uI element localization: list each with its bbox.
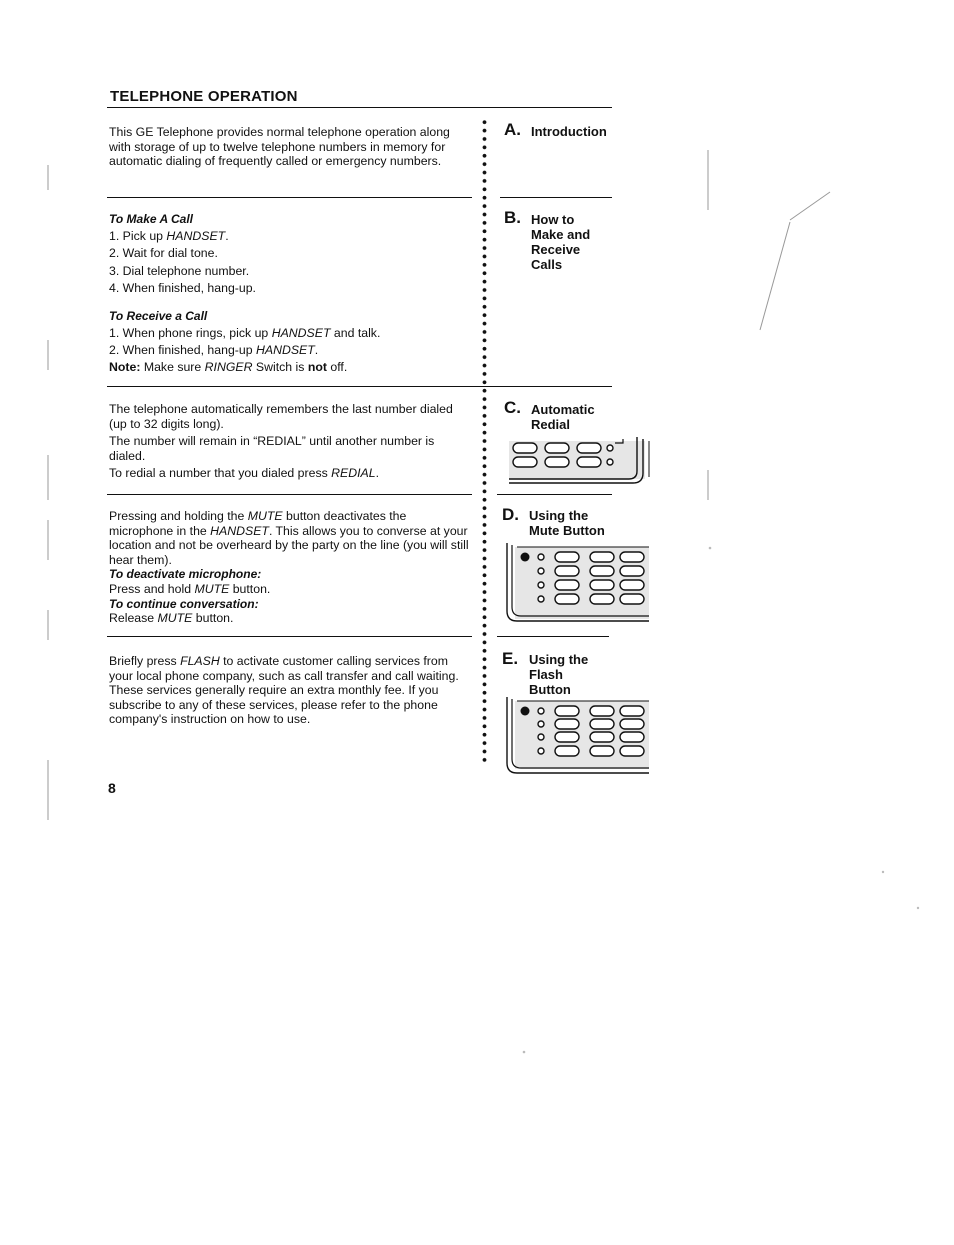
redial-p3: To redial a number that you dialed press REDIAL. bbox=[109, 466, 379, 481]
section-e-title: Using the Flash Button bbox=[529, 652, 589, 697]
deactivate-title: To deactivate microphone: bbox=[109, 567, 262, 582]
continue-title: To continue conversation: bbox=[109, 596, 259, 611]
make-call-title: To Make A Call bbox=[109, 212, 194, 226]
intro-paragraph: This GE Telephone provides normal telephone operation along with storage of up to twelve telephone numbers in memory for automatic dialing of frequently called or emergency numbers. bbox=[109, 125, 450, 169]
section-a-title: Introduction bbox=[531, 124, 607, 139]
page-number: 8 bbox=[108, 780, 116, 796]
make-step-3: 3. Dial telephone number. bbox=[109, 263, 250, 278]
section-d-title: Using the Mute Button bbox=[529, 508, 605, 538]
make-step-2: 2. Wait for dial tone. bbox=[109, 246, 218, 261]
section-a-letter: A. bbox=[504, 120, 521, 139]
section-d-letter: D. bbox=[502, 505, 519, 524]
section-c-title: Automatic Redial bbox=[531, 402, 595, 432]
deactivate-text: Press and hold MUTE button. bbox=[109, 581, 271, 596]
redial-p2: The number will remain in “REDIAL” until another number is dialed. bbox=[109, 434, 435, 463]
make-step-1: 1. Pick up HANDSET. bbox=[109, 228, 229, 243]
receive-step-2: 2. When finished, hang-up HANDSET. bbox=[109, 343, 319, 358]
section-e-letter: E. bbox=[502, 649, 519, 668]
section-c-letter: C. bbox=[504, 398, 521, 417]
section-b-letter: B. bbox=[504, 208, 521, 227]
page-title: TELEPHONE OPERATION bbox=[110, 88, 298, 105]
continue-text: Release MUTE button. bbox=[109, 611, 234, 626]
flash-paragraph: Briefly press FLASH to activate customer calling services from your local phone company, such as call transfer and call waiting. These services generally require an extra monthly fee. If you subscribe to any of these services, please refer to the phone company's instruction on how to use. bbox=[109, 654, 459, 727]
ringer-note: Note: Make sure RINGER Switch is not off. bbox=[109, 359, 348, 374]
make-step-4: 4. When finished, hang-up. bbox=[109, 281, 256, 296]
receive-call-title: To Receive a Call bbox=[109, 308, 208, 323]
receive-step-1: 1. When phone rings, pick up HANDSET and talk. bbox=[109, 325, 381, 340]
mute-paragraph: Pressing and holding the MUTE button deactivates the microphone in the HANDSET. This allows you to converse at your location and not be overheard by the party on the line (you will still hear them). bbox=[109, 509, 469, 567]
redial-p1: The telephone automatically remembers the last number dialed (up to 32 digits long). bbox=[109, 402, 453, 431]
section-b-title: How to Make and Receive Calls bbox=[531, 212, 591, 272]
